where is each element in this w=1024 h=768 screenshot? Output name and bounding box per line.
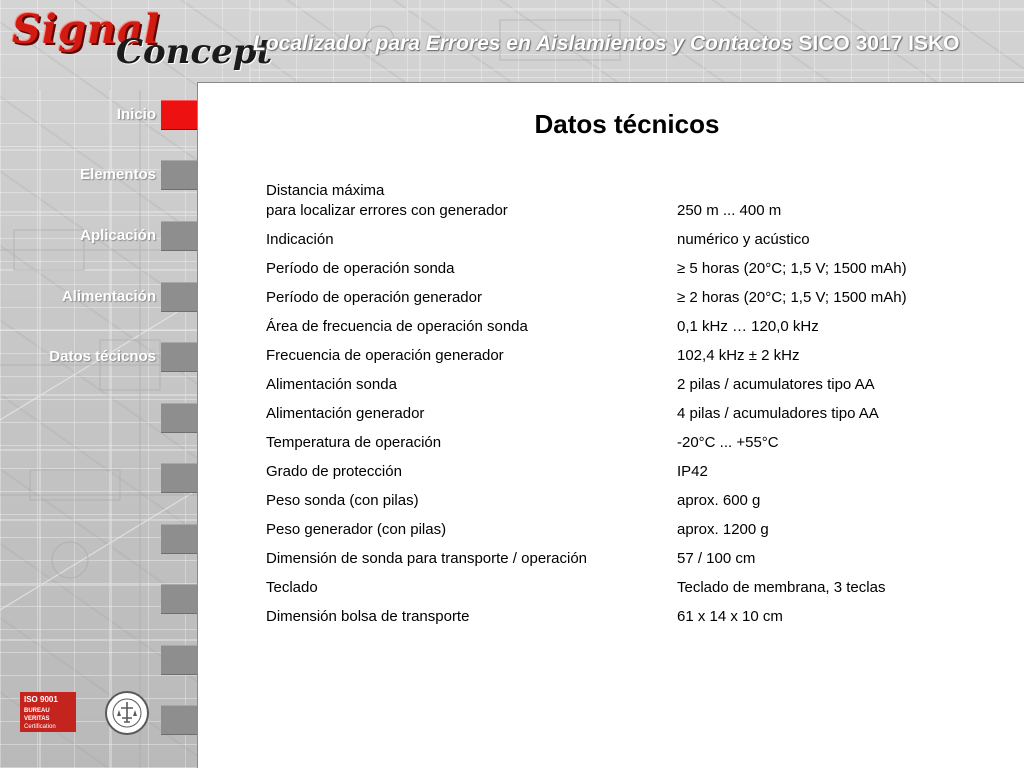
spec-value: ≥ 5 horas (20°C; 1,5 V; 1500 mAh) (677, 260, 907, 277)
spec-label (266, 181, 676, 221)
nav-item-empty[interactable] (0, 403, 222, 433)
spec-label: Área de frecuencia de operación sonda (266, 318, 528, 335)
spec-label: Teclado (266, 579, 318, 596)
iso-issuer: BUREAU VERITAS (24, 708, 50, 722)
nav-label: Datos técicnos (49, 348, 156, 365)
spec-row (266, 430, 1006, 459)
nav-item-alimentacion[interactable] (0, 282, 222, 312)
iso-9001-badge (20, 692, 76, 732)
spec-value: 0,1 kHz … 120,0 kHz (677, 318, 819, 335)
spec-value: 2 pilas / acumulatores tipo AA (677, 376, 875, 393)
header-title (253, 32, 1021, 56)
spec-label-line1: Distancia máxima (266, 182, 385, 199)
page-title: Datos técnicos (534, 109, 720, 139)
spec-label: Alimentación sonda (266, 376, 397, 393)
spec-value: 102,4 kHz ± 2 kHz (677, 347, 800, 364)
spec-value: aprox. 1200 g (677, 521, 769, 538)
nav-item-empty[interactable] (0, 524, 222, 554)
spec-label: Período de operación generador (266, 289, 482, 306)
certification-badges (20, 690, 142, 736)
spec-row (266, 227, 1006, 256)
nav-item-inicio[interactable] (0, 100, 222, 130)
spec-label: Dimensión bolsa de transporte (266, 608, 470, 625)
spec-row (266, 314, 1006, 343)
iso-label: ISO 9001 (24, 695, 58, 704)
spec-row (266, 546, 1006, 575)
spec-row (266, 459, 1006, 488)
spec-value: Teclado de membrana, 3 teclas (677, 579, 886, 596)
spec-value: 250 m ... 400 m (677, 202, 782, 219)
spec-value: numérico y acústico (677, 231, 810, 248)
spec-value: IP42 (677, 463, 708, 480)
product-name: Localizador para Errores en Aislamientos y Contactos (253, 32, 793, 55)
logo-signal-text: Signal (12, 6, 161, 53)
spec-row (266, 285, 1006, 314)
product-model: SICO 3017 ISKO (798, 32, 960, 55)
nav-label: Elementos (80, 166, 156, 183)
spec-value: -20°C ... +55°C (677, 434, 779, 451)
spec-label: Temperatura de operación (266, 434, 442, 451)
spec-label-line2: para localizar errores con generador (266, 202, 508, 219)
content-panel (197, 82, 1024, 768)
spec-value: 57 / 100 cm (677, 550, 756, 567)
spec-label: Grado de protección (266, 463, 402, 480)
spec-row (266, 575, 1006, 604)
nav-label: Alimentación (61, 288, 156, 305)
spec-label: Alimentación generador (266, 405, 425, 422)
nav-label: Inicio (116, 106, 156, 123)
spec-row (266, 256, 1006, 285)
signal-concept-logo[interactable] (12, 6, 273, 74)
nav-item-datos-tecnicos[interactable] (0, 342, 222, 372)
iso-certification: Certification (24, 724, 56, 730)
spec-row (266, 604, 1006, 633)
spec-label: Peso generador (con pilas) (266, 521, 447, 538)
nav-item-aplicacion[interactable] (0, 221, 222, 251)
nav-label: Aplicación (80, 227, 156, 244)
spec-label: Peso sonda (con pilas) (266, 492, 419, 509)
spec-row (266, 343, 1006, 372)
spec-row (266, 372, 1006, 401)
spec-row (266, 488, 1006, 517)
spec-label: Frecuencia de operación generador (266, 347, 504, 364)
spec-row (266, 182, 1006, 227)
spec-value: ≥ 2 horas (20°C; 1,5 V; 1500 mAh) (677, 289, 907, 306)
spec-value: 61 x 14 x 10 cm (677, 608, 783, 625)
spec-table (266, 182, 1006, 633)
nav-item-empty[interactable] (0, 645, 222, 675)
nav-item-empty[interactable] (0, 584, 222, 614)
spec-value: 4 pilas / acumuladores tipo AA (677, 405, 879, 422)
spec-label: Dimensión de sonda para transporte / operación (266, 550, 588, 567)
nav-item-empty[interactable] (0, 463, 222, 493)
spec-row (266, 517, 1006, 546)
bureau-veritas-seal-icon (104, 690, 150, 736)
spec-value: aprox. 600 g (677, 492, 761, 509)
spec-label: Período de operación sonda (266, 260, 455, 277)
nav-item-elementos[interactable] (0, 160, 222, 190)
logo-concept-text: Concept (116, 32, 273, 72)
spec-label: Indicación (266, 231, 334, 248)
spec-row (266, 401, 1006, 430)
